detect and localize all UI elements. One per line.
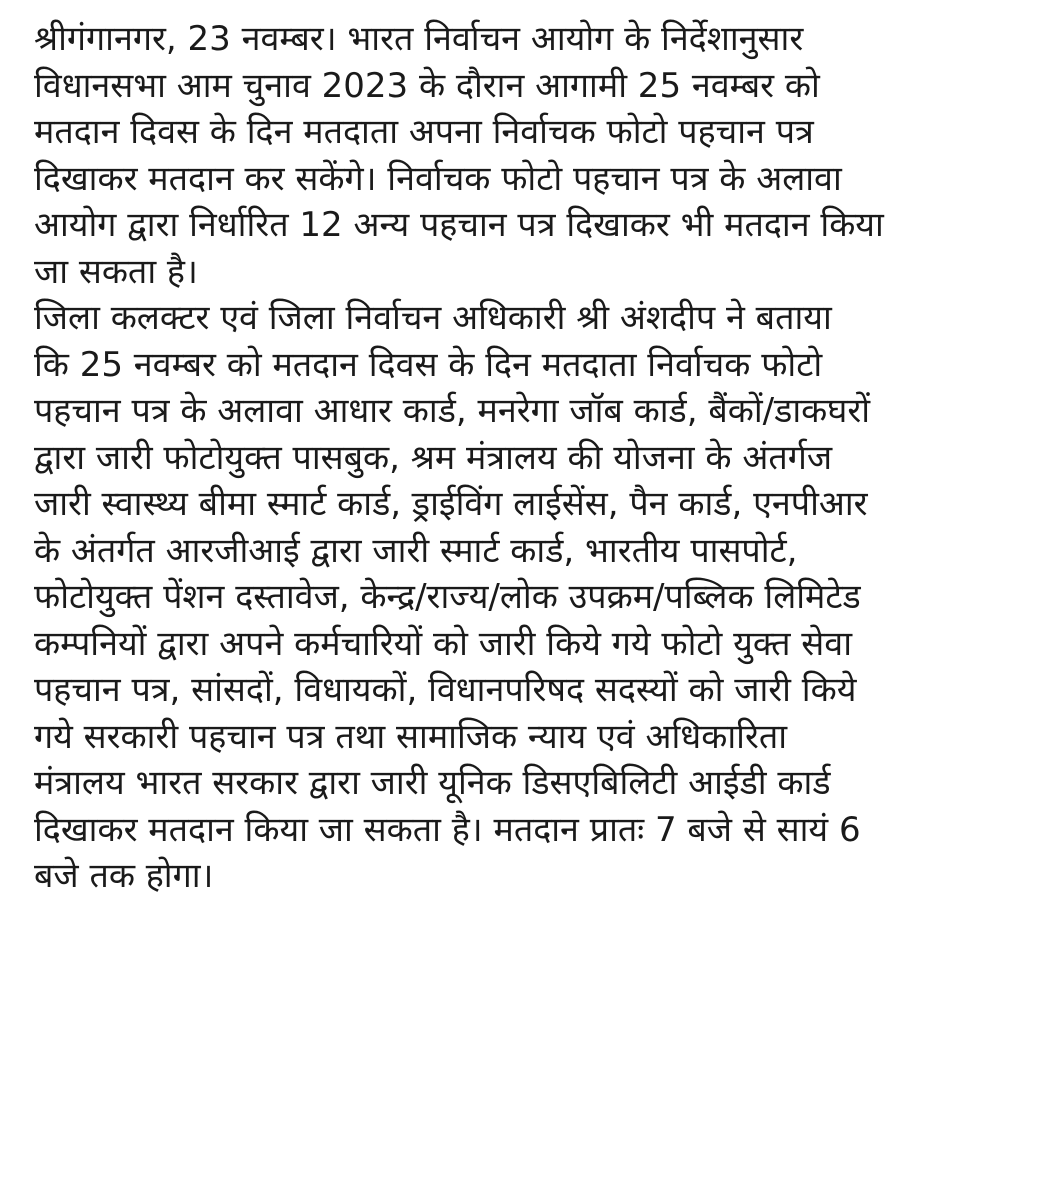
- article-line-9: पहचान पत्र के अलावा आधार कार्ड, मनरेगा जॉब कार्ड, बैंकों/डाकघरों: [34, 391, 871, 431]
- article-line-19: बजे तक होगा।: [34, 856, 214, 896]
- article-line-4: दिखाकर मतदान कर सकेंगे। निर्वाचक फोटो पहचान पत्र के अलावा: [34, 158, 842, 199]
- article-line-14: कम्पनियों द्वारा अपने कर्मचारियों को जारी किये गये फोटो युक्त सेवा: [34, 623, 852, 664]
- article-line-11: जारी स्वास्थ्य बीमा स्मार्ट कार्ड, ड्राईविंग लाईसेंस, पैन कार्ड, एनपीआर: [34, 484, 868, 524]
- article-line-17: मंत्रालय भारत सरकार द्वारा जारी यूनिक डिसएबिलिटी आईडी कार्ड: [34, 763, 831, 803]
- article-line-2: विधानसभा आम चुनाव 2023 के दौरान आगामी 25 नवम्बर को: [34, 65, 820, 106]
- article-line-18: दिखाकर मतदान किया जा सकता है। मतदान प्रातः 7 बजे से सायं 6: [34, 809, 861, 850]
- article-line-13: फोटोयुक्त पेंशन दस्तावेज, केन्द्र/राज्य/लोक उपक्रम/पब्लिक लिमिटेड: [34, 577, 861, 617]
- article-line-12: के अंतर्गत आरजीआई द्वारा जारी स्मार्ट कार्ड, भारतीय पासपोर्ट,: [34, 530, 798, 571]
- article-line-1: श्रीगंगानगर, 23 नवम्बर। भारत निर्वाचन आयोग के निर्देशानुसार: [34, 19, 804, 59]
- article-line-16: गये सरकारी पहचान पत्र तथा सामाजिक न्याय एवं अधिकारिता: [34, 716, 788, 757]
- article-line-7: जिला कलक्टर एवं जिला निर्वाचन अधिकारी श्री अंशदीप ने बताया: [34, 298, 832, 338]
- article-line-15: पहचान पत्र, सांसदों, विधायकों, विधानपरिषद सदस्यों को जारी किये: [34, 670, 857, 710]
- article-line-3: मतदान दिवस के दिन मतदाता अपना निर्वाचक फोटो पहचान पत्र: [34, 112, 814, 152]
- article-line-10: द्वारा जारी फोटोयुक्त पासबुक, श्रम मंत्रालय की योजना के अंतर्गज: [34, 437, 833, 478]
- news-article: [34, 16, 1034, 900]
- article-line-8: कि 25 नवम्बर को मतदान दिवस के दिन मतदाता निर्वाचक फोटो: [34, 344, 823, 385]
- article-line-6: जा सकता है।: [34, 251, 198, 292]
- article-line-5: आयोग द्वारा निर्धारित 12 अन्य पहचान पत्र दिखाकर भी मतदान किया: [34, 205, 884, 245]
